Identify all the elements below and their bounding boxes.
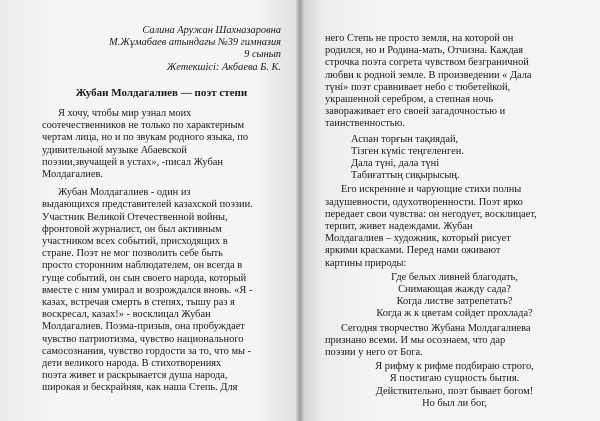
text-line: участником всех событий, присходящих в [42,236,228,248]
text-line: строчка поэта согрета чувством безграничной [325,57,529,69]
text-line: просто сторонним наблюдателем, он всегда в [42,260,243,272]
text-line: таинственностью. [325,118,405,130]
text-line: Его искренние и чарующие стихи полны [341,184,522,196]
text-line: признано всеми. И мы осознаем, что дар [325,334,506,346]
author-supervisor: Жетекшісі: Акбаева Б. К. [166,61,281,73]
left-paragraph-1 [42,108,281,181]
text-line: чувство патриотизма, чувство национального [42,333,244,345]
text-line: поэта живет и раскрывается душа народа, [42,370,228,382]
text-line: украшенной серебром, а степная ночь [325,94,494,106]
right-paragraph-2 [325,184,584,269]
text-line: Молдагалиев – художник, который рисует [325,233,511,245]
text-line: стране. Поэт не мог позволить себе быть [42,248,223,260]
text-line: казах, встречая смерть в степях, тышу раз я [42,297,235,309]
text-line: картины природы: [325,257,407,269]
author-name: Салина Аружан Шахназаровна [142,25,281,36]
verse-line: Тізген күміс теңгеленген. [351,145,464,157]
verse-line: Дала түні, дала түні [351,158,440,170]
left-paragraph-2 [42,187,281,394]
text-line: Участник Великой Отечественной войны, [42,211,228,223]
text-line: поэзии,звучащей в устах», -писал Жубан [42,156,223,168]
text-line: родился, но и Родина-мать, Отчизна. Каждая [325,45,524,57]
text-line: Сегодня творчество Жубана Молдагалиева [341,322,531,334]
verse-line: Когда ж к цветам сойдет прохлада? [376,308,533,320]
verse-line: Я постигаю сущность бытия. [389,373,520,385]
verse-line: Когда листве затрепетать? [396,296,513,308]
verse-line: Аспан торғын тақиядай, [351,133,459,145]
right-paragraph-3 [325,323,584,360]
text-line: Жубан Молдагалиев - один из [58,187,191,199]
text-line: удивительной музыке Абаевской [42,144,187,156]
book-gutter [296,0,304,421]
text-line: самосознания, чувство гордости за то, что мы - [42,345,252,357]
text-line: дети великого народа. В стихотворениях [42,358,222,370]
text-line: воскресал, казах!» - восклицал Жубан [42,309,211,321]
left-page [0,0,299,421]
text-line: вместе с ним умирал и возрождался вновь. «Я - [42,284,253,296]
author-school: М.Жұмабаев атындағы №39 гимназия [108,37,281,49]
text-line: Я хочу, чтобы мир узнал моих [58,108,192,120]
text-line: завораживает его своей загадочностью и [325,106,506,118]
verse-line: Снимающая жажду сада? [398,284,511,296]
verse-line: Я рифму к рифме подбираю строго, [375,361,534,373]
text-line: соотечественников не только по характерным [42,120,245,132]
text-line: яркими красками. Перед нами оживают [325,245,501,257]
text-line: түні» поэт сравнивает небо с тюбетейкой, [325,81,511,93]
verse-line: Действительно, поэт бывает богом! [375,385,534,397]
article-title: Жубан Молдагалиев — поэт степи [75,86,248,99]
text-line: Молдагалиев. Поэма-призыв, она пробуждает [42,321,245,333]
text-line: выдающихся представителей казахской поэзии. [42,199,253,211]
text-line: фронтовой журналист, он был активным [42,223,222,235]
author-block [42,25,281,74]
text-line: передает свои чувства: он негодует, восклицает, [325,208,537,220]
author-grade: 9 сынып [244,49,281,61]
text-line: него Степь не просто земля, на которой он [325,33,514,44]
verse-line: Где белых ливней благодать, [391,271,518,283]
right-paragraph-1 [325,33,584,131]
verse-line: Табиғаттың сиқырысың. [351,170,460,182]
verse-kazakh [351,134,584,183]
text-line: широкая и бескрайняя, как наша Степь. Для [42,382,238,394]
verse-line: Но был ли бог, [422,397,487,409]
text-line: чертам лица, но и по звукам родного языка, по [42,132,249,144]
text-line: задушевности, одухотворенности. Поэт ярко [325,196,523,208]
text-line: терпит, живет надеждами. Жубан [325,221,473,233]
verse-russian-1 [325,272,584,321]
text-line: любви к родной земле. В произведении « Дала [325,69,532,81]
text-line: гуще событий, он сын своего народа, который [42,272,247,284]
right-page [299,0,600,421]
text-line: Молдагалиев. [42,169,103,181]
text-line: поэзии у него от Бога. [325,347,423,359]
verse-russian-2 [325,361,584,410]
